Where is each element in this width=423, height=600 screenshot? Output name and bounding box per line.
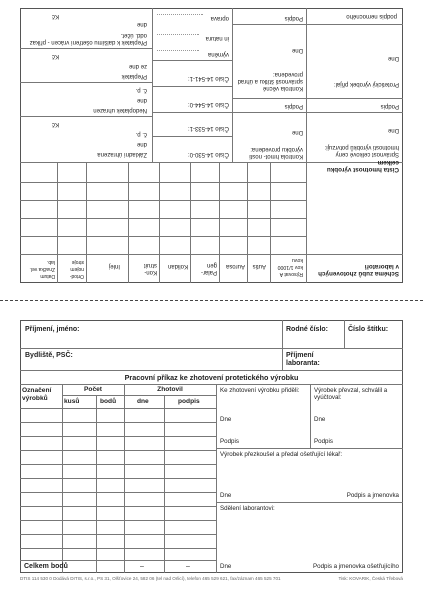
code-oprava: oprava <box>210 15 229 21</box>
code-1: Číslo 14-530-0: <box>187 151 229 157</box>
left-confirm: Správnost celkové ceny hmotnosti výrobků potvrzuji: <box>324 144 399 157</box>
right-dne3: dne <box>136 21 147 27</box>
right-preplatek: Přeplatek <box>121 73 147 79</box>
checked-signature: Podpis a jmenovka <box>346 492 399 499</box>
mid-control-weight: Kontrola hmot- nosti výrobku provedena: <box>249 146 303 159</box>
message-signature: Podpis a jmenovka ošetřujícího <box>313 563 399 570</box>
right-zaklad: Základní úhrazena <box>97 151 147 157</box>
right-cp1: č. p. <box>135 131 147 137</box>
received-label: Výrobek převzal, schválil a vyúčtoval: <box>314 387 388 401</box>
lab-technician-label: Příjmení laboranta: <box>286 352 320 367</box>
summary-title: Cista hmotnost výrobku celkem <box>326 159 399 173</box>
left-patient-sign: podpis nemocného <box>346 13 397 19</box>
left-dne2: Dne <box>387 55 399 61</box>
label-number-label: Číslo štítku: <box>348 326 389 333</box>
right-kc2: Kč <box>51 53 59 59</box>
message-dne: Dne <box>220 563 232 570</box>
mid-dne1: Dne <box>291 129 303 135</box>
col-aurosa: Aurosa <box>225 263 245 269</box>
code-4: Číslo 14-541-1: <box>187 75 229 81</box>
footer-publisher: DTIS 114 530 0 Dodává DITIS, s.r.o., PS 31, Olšťovice 24, 582 06 (tel nad Orlicí), telefon 465 529 621, fax/záznam 465 525 701 <box>20 576 281 581</box>
assigned-label: Ke zhotovení výrobku přiděli: <box>220 387 300 394</box>
checked-dne: Dne <box>220 492 232 499</box>
top-sheet-rotated <box>20 8 403 283</box>
right-dne2: dne <box>136 97 147 103</box>
message-label: Sdělení laborantovi: <box>220 505 275 512</box>
received-podpis: Podpis <box>314 438 333 445</box>
total-dash-dne: – <box>140 563 144 570</box>
group-zhotovil: Zhotovil <box>157 386 183 393</box>
col-kolidan: Kolidan <box>167 263 188 269</box>
col-podpis: podpis <box>178 398 200 405</box>
col-datum: Datum Značka vel. lab. <box>29 259 55 279</box>
schema-title: Schéma zubů zhotovených v laboratoři <box>318 263 399 277</box>
assigned-podpis: Podpis <box>220 438 239 445</box>
code-in-natura: in natura <box>205 35 229 41</box>
left-dne1: Dne <box>387 127 399 133</box>
mid-podpis2: Podpis <box>284 15 303 21</box>
code-2: Číslo 14-533-1: <box>187 125 229 131</box>
col-autis: Autis <box>252 263 266 269</box>
received-dne: Dne <box>314 416 326 423</box>
code-vymena: výměna <box>207 51 229 57</box>
form-title: Pracovní příkaz ke zhotovení protetického výrobku <box>124 373 299 382</box>
col-oznaceni: Označení výrobků <box>22 387 52 402</box>
total-label: Celkem bodů <box>24 563 68 570</box>
mid-control-label: Kontrola věcné správnosti štítku a úhrad provedena: <box>237 71 303 91</box>
col-dne: dne <box>137 398 149 405</box>
col-rysovat: Rýsovat A kov 1/1000 kovu <box>277 257 303 277</box>
mid-dne2: Dne <box>291 47 303 53</box>
col-ortod: Ortod- nojem stroje <box>69 259 84 279</box>
right-cp2: č. p. <box>135 87 147 93</box>
name-label: Příjmení, jméno: <box>25 326 80 333</box>
total-dash-podpis: – <box>186 563 190 570</box>
work-order-form <box>20 320 403 573</box>
col-konstruit: Kon- struit <box>143 262 157 275</box>
right-preplatek-vracen: Přeplatek k dalšímu ošetření vrácen - příkaz odd. účet. <box>29 32 147 45</box>
left-podpis: Podpis <box>380 103 399 109</box>
footer-printer: Tisk: KOVARIK, Česká Třebová <box>338 576 403 581</box>
col-inlej: Inlej <box>108 263 120 269</box>
col-kusu: kusů <box>64 398 80 405</box>
right-dne1: dne <box>136 141 147 147</box>
address-label: Bydliště, PSČ: <box>25 352 73 359</box>
checked-label: Výrobek přezkoušel a předal ošetřující lékař: <box>220 451 343 458</box>
assigned-dne: Dne <box>220 416 232 423</box>
col-palargen: Palar- gen <box>200 262 217 275</box>
right-nedoplatek: Nedoplatek uhrazen <box>93 107 147 113</box>
group-pocet: Počet <box>84 386 102 393</box>
mid-podpis1: Podpis <box>284 103 303 109</box>
code-3: Číslo 14-544-0: <box>187 101 229 107</box>
col-bodu: bodů <box>100 398 117 405</box>
cut-line <box>0 300 423 301</box>
right-zedne: ze dne <box>128 63 147 69</box>
right-kc3: Kč <box>51 13 59 19</box>
left-accepted: Protetický výrobek přijal: <box>333 81 399 87</box>
right-kc1: Kč <box>51 121 59 127</box>
birth-number-label: Rodné číslo: <box>286 326 329 333</box>
